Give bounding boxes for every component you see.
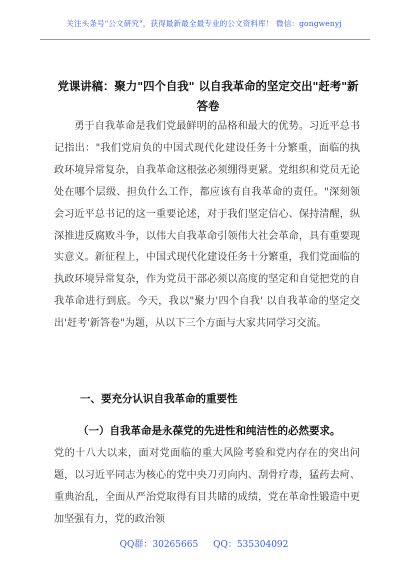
page-footer (0, 537, 408, 550)
subsection-heading: （一）自我革命是永葆党的先进性和纯洁性的必然要求。 (78, 425, 341, 437)
section-body (54, 443, 360, 531)
document-title: 党课讲稿：聚力"四个自我" 以自我革命的坚定交出"赶考"新答卷 (57, 79, 359, 113)
header-rule (40, 39, 370, 40)
intro-body (54, 116, 360, 335)
intro-paragraph: 勇于自我革命是我们党最鲜明的品格和最大的优势。习近平总书记指出："我们党肩负的中国式现代化建设任务十分繁重，面临的执政环境异常复杂，自我革命这根弦必须绷得更紧。党组织和党员无论处在哪个层级、担负什么工作，都应该有自我革命的责任。"深刻领会习近平总书记的这一重要论述，对于我们坚定信心、保持清醒，纵深推进反腐败斗争，以伟大自我革命引领伟大社会革命，具有重要现实意义。新征程上，中国式现代化建设任务十分繁重，我们党面临的执政环境异常复杂，作为党员干部必须以高度的坚定和自觉把党的自我革命进行到底。今天，我以"聚力'四个自我' 以自我革命的坚定交出'赶考'新答卷"为题，从以下三个方面与大家共同学习交流。 (54, 121, 360, 330)
footer-qq-group: QQ群：30265665 (119, 540, 199, 550)
page-header: 关注头条号"公文研究"，获得最新最全最专业的公文资料库！ 微信：gongwenyj (66, 19, 342, 28)
section-heading: 一、要充分认识自我革命的重要性 (80, 393, 238, 405)
footer-qq: QQ：535304092 (213, 540, 289, 550)
section-paragraph: 党的十八大以来，面对党面临的重大风险考验和党内存在的突出问题，以习近平同志为核心的党中央刀刃向内、刮骨疗毒，猛药去疴、重典治乱，全面从严治党取得有目共睹的成绩，党在革命性锻造中更加坚强有力，党的政治领 (54, 448, 360, 525)
